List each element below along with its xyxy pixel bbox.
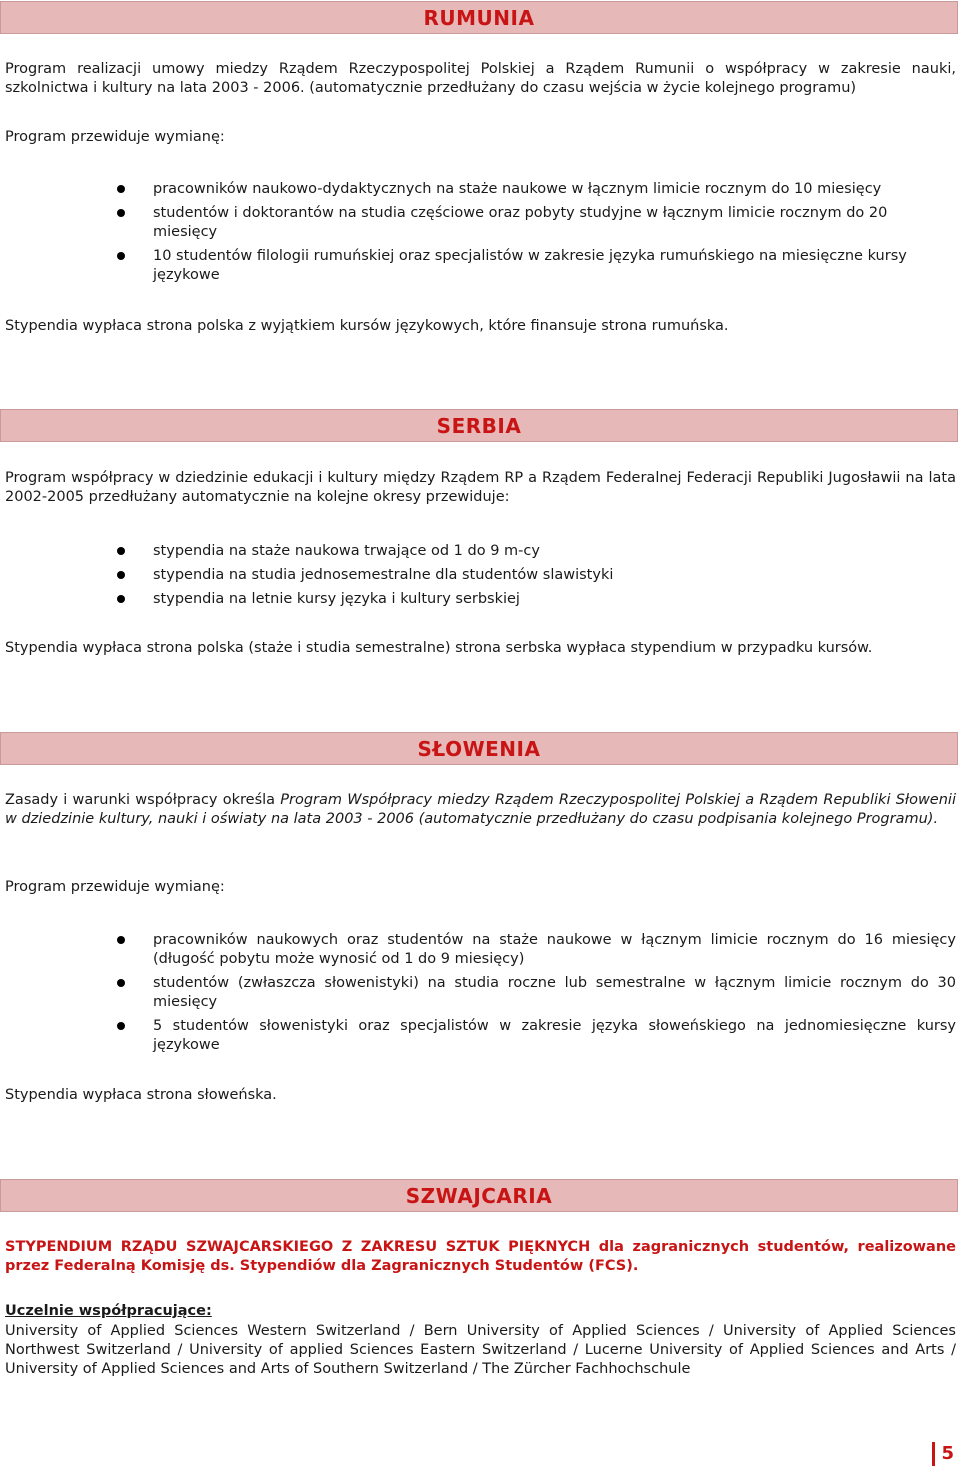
list-item: studentów i doktorantów na studia częściowe oraz pobyty studyjne w łącznym limicie rocznym do 20 miesięcy <box>0 204 956 242</box>
szwajcaria-intro: STYPENDIUM RZĄDU SZWAJCARSKIEGO Z ZAKRESU SZTUK PIĘKNYCH dla zagranicznych studentów, realizowane przez Federalną Komisję ds. Stypendiów dla Zagranicznych Studentów (FCS). <box>5 1239 956 1274</box>
slowenia-intro-program: Program Współpracy miedzy Rządem Rzeczypospolitej Polskiej a Rządem Republiki Słowenii w dziedzinie kultury, nauki i oświaty na lata 2003 - 2006 (automatycznie przedłużany do czasu podpisania kolejnego Programu). <box>5 792 956 827</box>
list-item: stypendia na letnie kursy języka i kultury serbskiej <box>0 590 956 609</box>
slowenia-program-label: Program przewiduje wymianę: <box>5 879 225 895</box>
bullet-icon <box>117 595 125 603</box>
list-item: stypendia na studia jednosemestralne dla studentów slawistyki <box>0 566 956 585</box>
slowenia-intro <box>5 791 956 829</box>
list-item: pracowników naukowo-dydaktycznych na staże naukowe w łącznym limicie rocznym do 10 miesięcy <box>0 180 956 199</box>
list-item: studentów (zwłaszcza słowenistyki) na studia roczne lub semestralne w łącznym limicie rocznym do 30 miesięcy <box>0 974 956 1012</box>
rumunia-exchange-list <box>0 180 956 290</box>
bullet-icon <box>117 185 125 193</box>
szwajcaria-partners-list: University of Applied Sciences Western Switzerland / Bern University of Applied Sciences / University of Applied Sciences Northwest Switzerland / University of applied Sciences Eastern Switzerland / Lucerne University of Applied Sciences and Arts / University of Applied Sciences and Arts of Southern Switzerland / The Zürcher Fachhochschule <box>5 1323 956 1377</box>
section-title-szwajcaria: SZWAJCARIA <box>405 1184 553 1208</box>
bullet-icon <box>117 547 125 555</box>
rumunia-footer: Stypendia wypłaca strona polska z wyjątkiem kursów językowych, które finansuje strona rumuńska. <box>5 318 729 334</box>
bullet-icon <box>117 936 125 944</box>
section-heading-slowenia <box>0 732 958 765</box>
section-heading-szwajcaria <box>0 1179 958 1212</box>
section-title-serbia: SERBIA <box>436 414 522 438</box>
page-number: 5 <box>932 1442 954 1466</box>
rumunia-intro: Program realizacji umowy miedzy Rządem Rzeczypospolitej Polskiej a Rządem Rumunii o współpracy w zakresie nauki, szkolnictwa i kultury na lata 2003 - 2006. (automatycznie przedłużany do czasu wejścia w życie kolejnego programu) <box>5 61 956 96</box>
bullet-icon <box>117 1022 125 1030</box>
list-item: stypendia na staże naukowa trwające od 1 do 9 m-cy <box>0 542 956 561</box>
slowenia-exchange-list <box>0 931 956 1060</box>
section-title-slowenia: SŁOWENIA <box>417 737 541 761</box>
section-heading-rumunia <box>0 1 958 34</box>
rumunia-program-label: Program przewiduje wymianę: <box>5 129 225 145</box>
serbia-intro: Program współpracy w dziedzinie edukacji i kultury między Rządem RP a Rządem Federalnej Federacji Republiki Jugosławii na lata 2002-2005 przedłużany automatycznie na kolejne okresy przewiduje: <box>5 470 956 505</box>
partners-label: Uczelnie współpracujące: <box>5 1303 212 1319</box>
bullet-icon <box>117 252 125 260</box>
slowenia-intro-plain: Zasady i warunki współpracy określa <box>5 792 281 808</box>
serbia-footer: Stypendia wypłaca strona polska (staże i studia semestralne) strona serbska wypłaca stypendium w przypadku kursów. <box>5 640 873 656</box>
slowenia-footer: Stypendia wypłaca strona słoweńska. <box>5 1087 277 1103</box>
szwajcaria-partners-label <box>5 1302 956 1321</box>
section-heading-serbia <box>0 409 958 442</box>
serbia-program-list <box>0 542 956 614</box>
list-item: 10 studentów filologii rumuńskiej oraz specjalistów w zakresie języka rumuńskiego na miesięczne kursy językowe <box>0 247 956 285</box>
section-title-rumunia: RUMUNIA <box>423 6 535 30</box>
bullet-icon <box>117 979 125 987</box>
list-item: 5 studentów słowenistyki oraz specjalistów w zakresie języka słoweńskiego na jednomiesięczne kursy językowe <box>0 1017 956 1055</box>
bullet-icon <box>117 209 125 217</box>
bullet-icon <box>117 571 125 579</box>
list-item: pracowników naukowych oraz studentów na staże naukowe w łącznym limicie rocznym do 16 miesięcy (długość pobytu może wynosić od 1 do 9 miesięcy) <box>0 931 956 969</box>
